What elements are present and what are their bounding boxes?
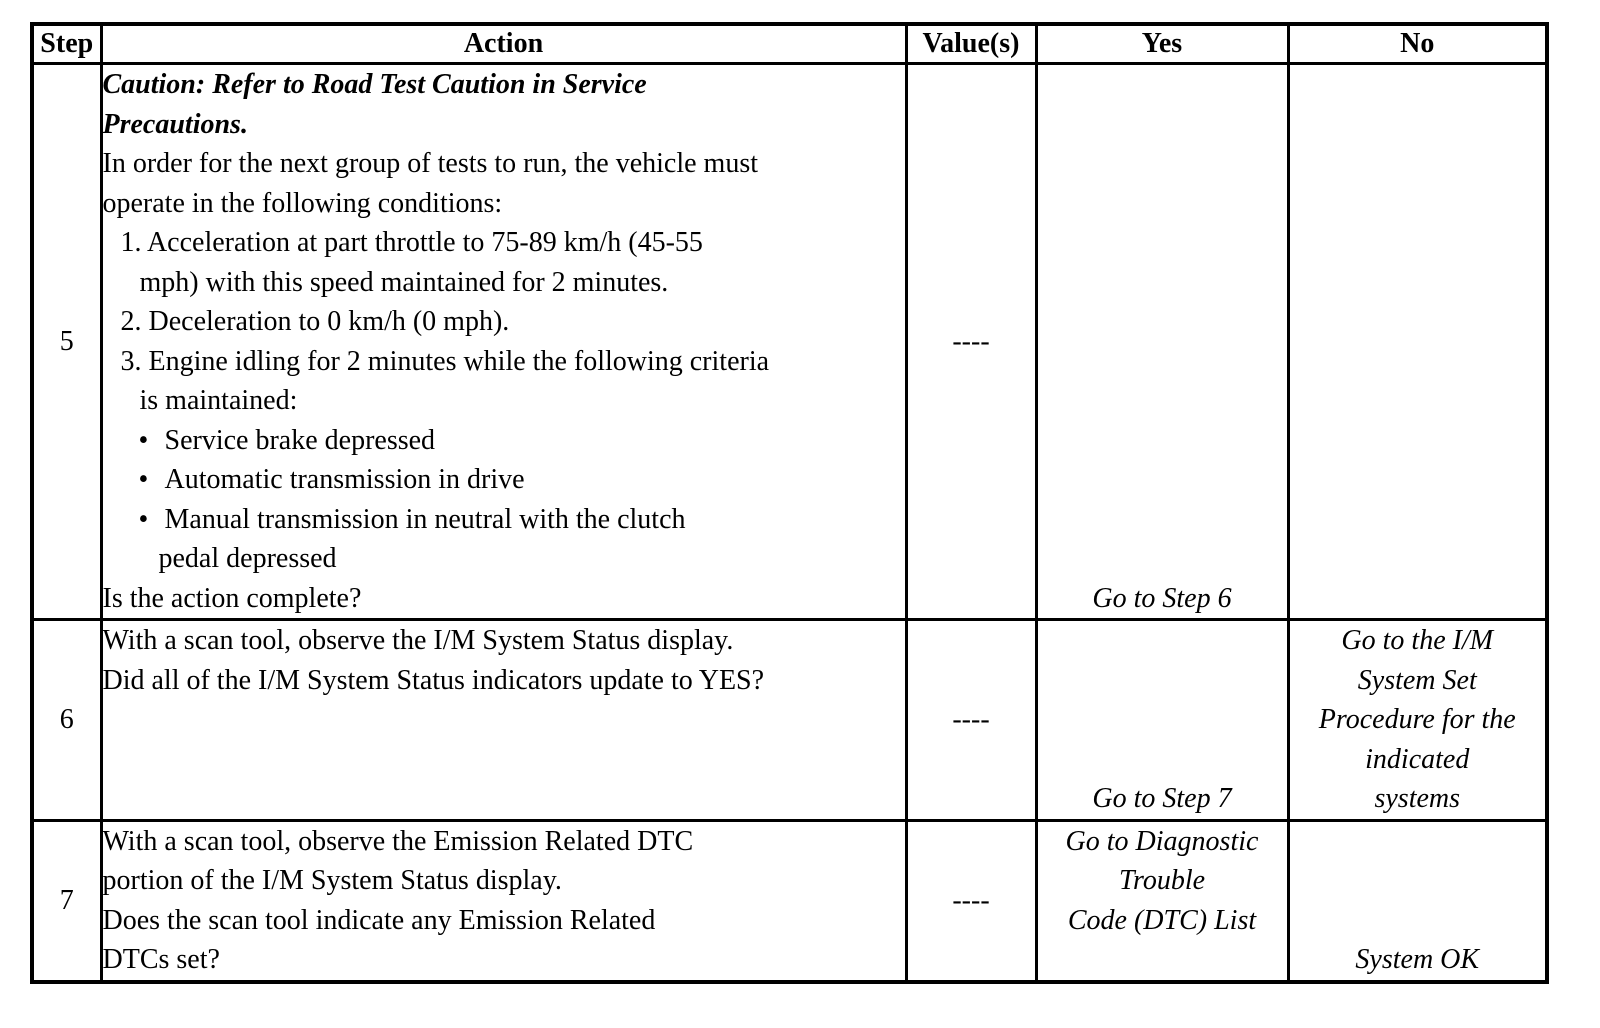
question-text: Is the action complete? <box>102 582 362 614</box>
yes-link-go-to-step-7[interactable]: Go to Step 7 <box>1036 620 1288 821</box>
table-row-step-7 <box>32 820 1547 982</box>
action-text: With a scan tool, observe the Emission Related DTC <box>102 825 694 857</box>
no-text-line: Procedure for the <box>1318 704 1516 735</box>
yes-text-line: Go to Diagnostic <box>1065 825 1259 857</box>
table-row-step-5 <box>32 64 1547 620</box>
no-link-im-system-set-procedure[interactable] <box>1288 620 1547 821</box>
intro-text-cont: operate in the following conditions: <box>102 187 503 219</box>
condition-item-3-cont: is maintained: <box>139 385 298 416</box>
caution-text-cont: Precautions. <box>102 108 248 140</box>
criteria-bullet-2-text: Automatic transmission in drive <box>164 464 525 495</box>
condition-item-1: 1. Acceleration at part throttle to 75-89 km/h (45-55 <box>120 227 703 258</box>
criteria-bullet-3-text: Manual transmission in neutral with the clutch <box>164 503 686 535</box>
yes-text-line: Trouble <box>1118 865 1206 896</box>
question-text: Does the scan tool indicate any Emission Related <box>102 904 656 936</box>
criteria-bullet-3-cont: pedal depressed <box>158 543 337 574</box>
criteria-bullet-3 <box>103 500 905 540</box>
header-action: Action <box>101 24 906 64</box>
question-text: Did all of the I/M System Status indicators update to YES? <box>102 664 765 696</box>
action-text-cont: portion of the I/M System Status display. <box>102 865 562 896</box>
no-text-line: systems <box>1374 783 1461 814</box>
step-number: 6 <box>32 620 101 821</box>
criteria-bullet-1 <box>103 421 905 461</box>
action-cell <box>101 820 906 982</box>
yes-text-line: Code (DTC) List <box>1067 904 1257 936</box>
criteria-bullet-1-text: Service brake depressed <box>164 424 436 456</box>
header-step: Step <box>32 24 101 64</box>
condition-item-1-cont: mph) with this speed maintained for 2 minutes. <box>139 266 669 298</box>
yes-link-go-to-step-6[interactable]: Go to Step 6 <box>1036 64 1288 620</box>
no-text-line: indicated <box>1365 743 1470 775</box>
action-cell <box>101 620 906 821</box>
bullet-icon: • <box>138 464 149 495</box>
value-cell: ---- <box>906 620 1036 821</box>
action-text: With a scan tool, observe the I/M System Status display. <box>102 625 734 656</box>
no-link-system-ok[interactable]: System OK <box>1288 820 1547 982</box>
yes-link-dtc-list[interactable] <box>1036 820 1288 982</box>
caution-text: Caution: Refer to Road Test Caution in Service <box>102 69 647 100</box>
table-row-step-6 <box>32 620 1547 821</box>
header-no: No <box>1288 24 1547 64</box>
action-cell <box>101 64 906 620</box>
condition-item-3: 3. Engine idling for 2 minutes while the following criteria <box>120 345 770 377</box>
no-text-line: Go to the I/M <box>1341 625 1494 656</box>
criteria-bullet-2 <box>103 460 905 500</box>
bullet-icon: • <box>138 503 149 535</box>
question-text-cont: DTCs set? <box>102 944 220 975</box>
condition-item-2: 2. Deceleration to 0 km/h (0 mph). <box>120 306 510 337</box>
value-cell: ---- <box>906 64 1036 620</box>
header-yes: Yes <box>1036 24 1288 64</box>
no-cell-empty <box>1288 64 1547 620</box>
value-cell: ---- <box>906 820 1036 982</box>
bullet-icon: • <box>138 424 149 456</box>
diagnostic-table <box>30 22 1549 984</box>
header-values: Value(s) <box>906 24 1036 64</box>
no-text-line: System Set <box>1357 664 1477 696</box>
step-number: 5 <box>32 64 101 620</box>
intro-text: In order for the next group of tests to run, the vehicle must <box>102 148 758 179</box>
step-number: 7 <box>32 820 101 982</box>
header-row <box>32 24 1547 64</box>
